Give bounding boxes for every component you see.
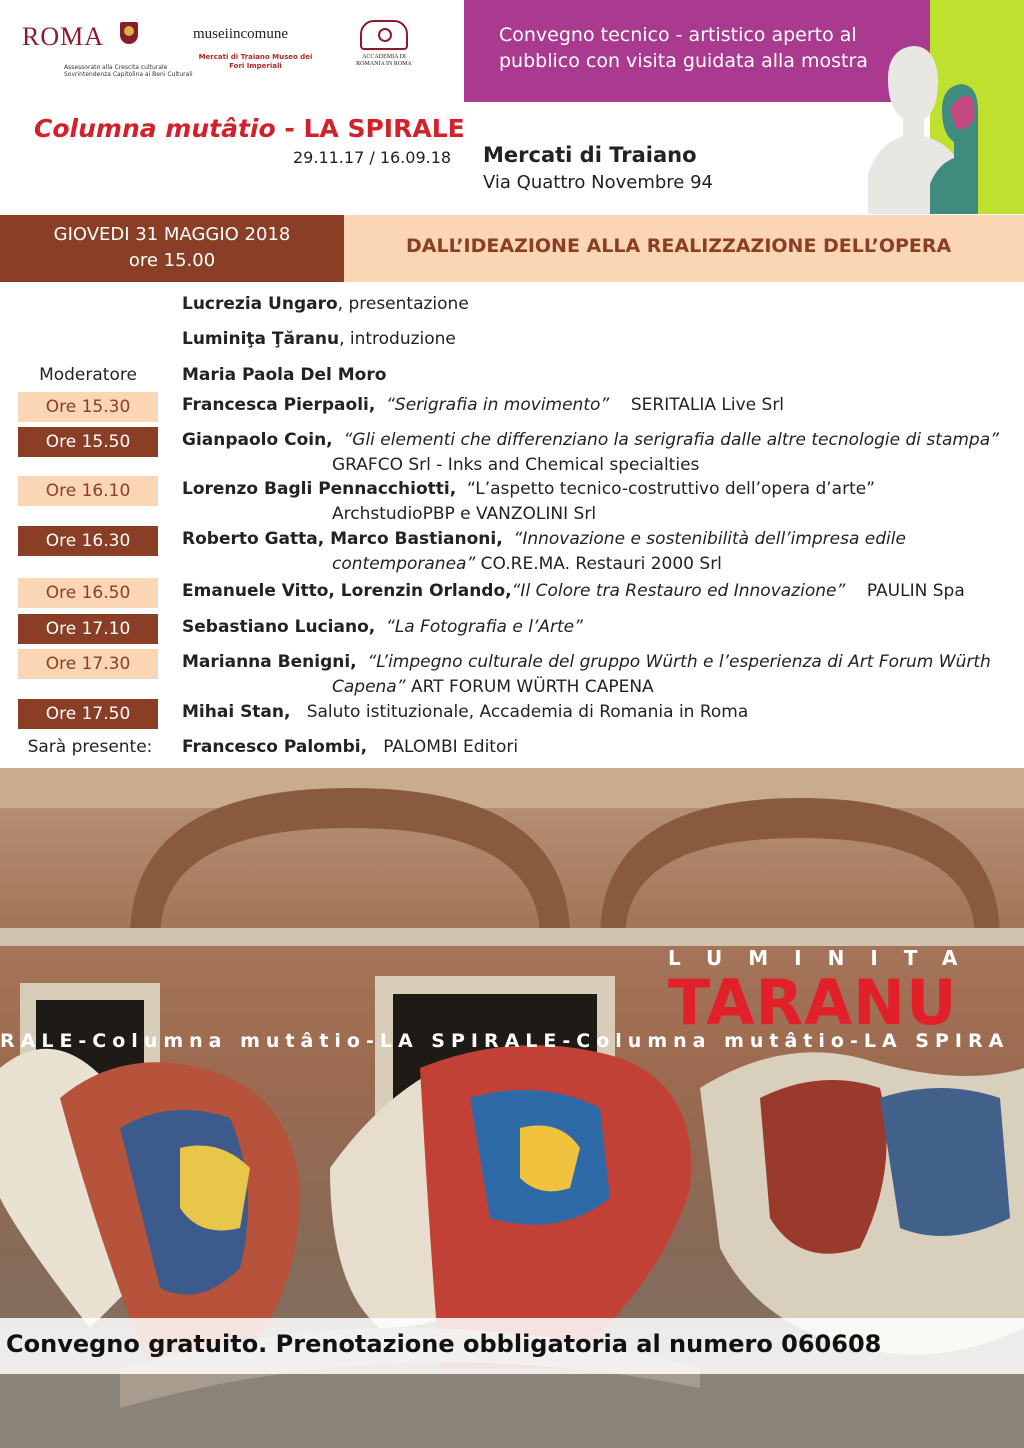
accademia-logo-subtitle: ACCADEMIA DI ROMANIA IN ROMA [356,54,412,67]
program-line [182,702,748,722]
talk-title: “Innovazione e sostenibilità dell’impresa edile [513,529,906,549]
program-line [182,294,469,314]
musei-in-comune-logo [193,26,318,71]
time-badge: Ore 16.10 [18,476,158,506]
talk-title-cont: contemporanea” [332,554,476,574]
event-day: GIOVEDI 31 MAGGIO 2018 [53,224,291,245]
event-time: ore 15.00 [128,250,216,271]
speaker-name: Roberto Gatta, Marco Bastianoni, [182,529,503,549]
roma-shield-icon [120,22,138,44]
talk-title: “Il Colore tra Restauro ed Innovazione” [511,581,846,601]
artist-first-name: LUMINITA [668,946,984,970]
talk-org: Saluto istituzionale, Accademia di Romania in Roma [306,702,749,722]
moderator-label: Moderatore [39,365,137,385]
time-badge: Ore 17.30 [18,649,158,679]
footer-text: Convegno gratuito. Prenotazione obbligatoria al numero 060608 [6,1330,882,1358]
time-badge: Ore 15.30 [18,392,158,422]
artist-last-name: TARANU [668,966,958,1039]
talk-org: GRAFCO Srl - Inks and Chemical specialties [332,455,700,475]
footer-bar [0,1318,1024,1374]
program-line [182,329,456,349]
speaker-name: Luminiţa Ţăranu [182,329,340,349]
time-badge: Ore 16.30 [18,526,158,556]
time-badge: Ore 15.50 [18,427,158,457]
program-line [182,617,583,637]
program-line [182,430,999,450]
venue-name: Mercati di Traiano [483,143,697,167]
speaker-org: PALOMBI Editori [383,737,519,757]
musei-logo-subtitle: Mercati di Traiano Museo dei Fori Imperiali [198,53,313,70]
title-main: LA SPIRALE [303,114,465,143]
exhibition-dates: 29.11.17 / 16.09.18 [293,148,452,167]
speaker-name: Gianpaolo Coin, [182,430,333,450]
program-line [182,581,965,601]
speaker-name: Emanuele Vitto, Lorenzin Orlando, [182,581,512,601]
talk-org: PAULIN Spa [866,581,965,601]
talk-title-cont: Capena” [332,677,406,697]
program-line [182,365,386,385]
speaker-name: Lucrezia Ungaro [182,294,338,314]
talk-title: “Gli elementi che differenziano la serigrafia dalle altre tecnologie di stampa” [343,430,999,450]
talk-title: “L’aspetto tecnico-costruttivo dell’opera d’arte” [466,479,876,499]
roma-logo [22,22,193,78]
speaker-role: , presentazione [337,294,469,314]
header-subtitle: Convegno tecnico - artistico aperto al pubblico con visita guidata alla mostra [499,24,868,72]
speaker-role: , introduzione [339,329,456,349]
speaker-name: Sebastiano Luciano, [182,617,376,637]
program-line [182,737,518,757]
speaker-name: Marianna Benigni, [182,652,357,672]
present-label: Sarà presente: [27,737,153,757]
talk-title: “Serigrafia in movimento” [386,395,610,415]
event-theme: DALL’IDEAZIONE ALLA REALIZZAZIONE DELL’OPERA [406,235,952,257]
time-badge: Ore 17.50 [18,699,158,729]
talk-org: CO.RE.MA. Restauri 2000 Srl [475,554,722,574]
exhibition-title [34,114,465,143]
talk-org: ART FORUM WÜRTH CAPENA [405,677,654,697]
spiral-title-band: RALE-Columna mutâtio-LA SPIRALE-Columna mutâtio-LA SPIRA [0,1030,1010,1052]
time-badge: Ore 16.50 [18,578,158,608]
program-line [182,652,991,672]
title-dash: - [275,114,304,143]
title-italic: Columna mutâtio [34,114,276,143]
musei-logo-word: museiincomune [193,26,288,42]
program-line [182,479,875,499]
trajan-bust-image [858,24,978,214]
speaker-name: Lorenzo Bagli Pennacchiotti, [182,479,457,499]
moderator-name: Maria Paola Del Moro [182,365,387,385]
talk-org: ArchstudioPBP e VANZOLINI Srl [332,504,597,524]
speaker-name: Francesca Pierpaoli, [182,395,376,415]
talk-org: SERITALIA Live Srl [630,395,785,415]
date-band [0,215,344,282]
roma-logo-word: ROMA [22,22,105,51]
program-line [182,529,906,549]
program-line [182,395,784,415]
speaker-name: Mihai Stan, [182,702,291,722]
talk-title: “L’impegno culturale del gruppo Würth e l’esperienza di Art Forum Würth [367,652,991,672]
time-badge: Ore 17.10 [18,614,158,644]
speaker-name: Francesco Palombi, [182,737,368,757]
venue-address: Via Quattro Novembre 94 [483,172,714,193]
accademia-mark-icon [360,20,408,50]
talk-org-line [332,554,722,574]
talk-org-line [332,677,654,697]
talk-title: “La Fotografia e l’Arte” [386,617,583,637]
theme-band [344,215,1024,282]
accademia-logo [352,20,416,68]
roma-logo-subtitle: Assessorato alla Crescita culturale Sovrintendenza Capitolina ai Beni Culturali [64,64,193,78]
